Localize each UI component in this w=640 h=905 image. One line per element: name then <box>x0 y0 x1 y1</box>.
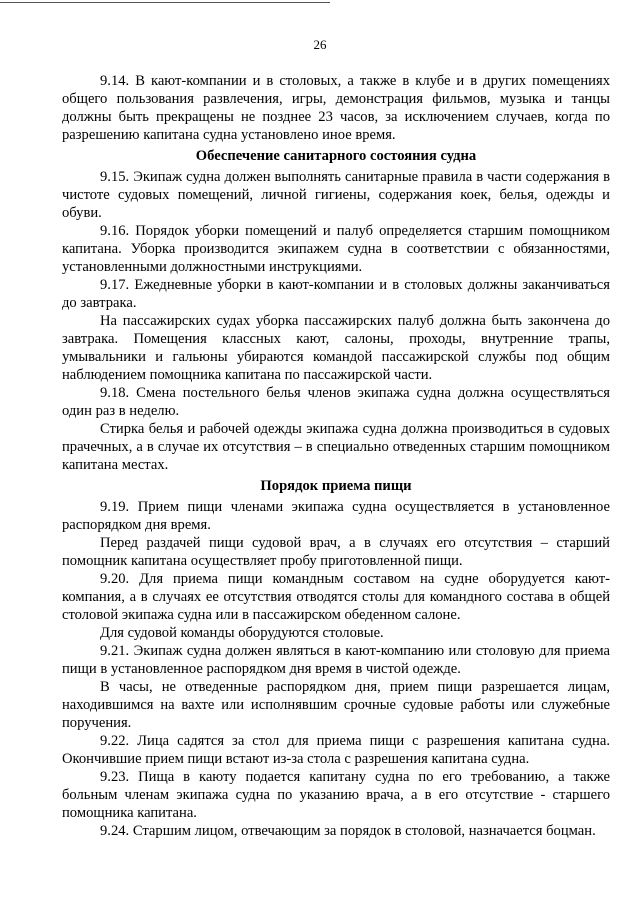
paragraph-9-23: 9.23. Пища в каюту подается капитану судна по его требованию, а также больным членам экипажа судна по указанию врача, а в его отсутствие - старшего помощника капитана. <box>62 769 610 821</box>
document-body <box>62 72 610 840</box>
paragraph-food-tasting: Перед раздачей пищи судовой врач, а в случаях его отсутствия – старший помощник капитана осуществляет пробу приготовленной пищи. <box>62 535 610 569</box>
paragraph-9-16: 9.16. Порядок уборки помещений и палуб определяется старшим помощником капитана. Уборка производится экипажем судна в соответствии с обязанностями, установленными должностными инструкциями. <box>62 223 610 275</box>
section-heading-sanitary: Обеспечение санитарного состояния судна <box>195 148 477 164</box>
paragraph-laundry: Стирка белья и рабочей одежды экипажа судна должна производиться в судовых прачечных, а в случае их отсутствия – в специально отведенных старшим помощником капитана местах. <box>62 421 610 473</box>
paragraph-passenger-cleaning: На пассажирских судах уборка пассажирских палуб должна быть закончена до завтрака. Помещения классных кают, салоны, проходы, внутренние трапы, умывальники и гальюны убираются командой пассажирской службы под общим наблюдением помощника капитана по пассажирской части. <box>62 313 610 383</box>
paragraph-crew-canteens: Для судовой команды оборудуются столовые. <box>100 625 384 641</box>
paragraph-9-22: 9.22. Лица садятся за стол для приема пищи с разрешения капитана судна. Окончившие прием пищи встают из-за стола с разрешения капитана судна. <box>62 733 610 767</box>
section-heading-meals: Порядок приема пищи <box>260 478 412 494</box>
paragraph-9-14: 9.14. В кают-компании и в столовых, а также в клубе и в других помещениях общего пользования развлечения, игры, демонстрация фильмов, музыка и танцы должны быть прекращены не позднее 23 часов, за исключением случаев, когда по разрешению капитана судна установлено иное время. <box>62 73 610 143</box>
paragraph-9-15: 9.15. Экипаж судна должен выполнять санитарные правила в части содержания в чистоте судовых помещений, личной гигиены, содержания коек, белья, одежды и обуви. <box>62 169 610 221</box>
paragraph-9-19: 9.19. Прием пищи членами экипажа судна осуществляется в установленное распорядком дня время. <box>62 499 610 533</box>
paragraph-9-20: 9.20. Для приема пищи командным составом на судне оборудуется кают-компания, а в случаях ее отсутствия отводятся столы для командного состава в общей столовой экипажа судна или в пассажирском обеденном салоне. <box>62 571 610 623</box>
paragraph-9-17: 9.17. Ежедневные уборки в кают-компании и в столовых должны заканчиваться до завтрака. <box>62 277 610 311</box>
page-number: 26 <box>313 37 327 52</box>
paragraph-off-hours-meals: В часы, не отведенные распорядком дня, прием пищи разрешается лицам, находившимся на вахте или исполнявшим срочные судовые работы или служебные поручения. <box>62 679 610 731</box>
paragraph-9-24: 9.24. Старшим лицом, отвечающим за порядок в столовой, назначается боцман. <box>100 823 596 839</box>
scan-edge-line <box>0 2 330 3</box>
paragraph-9-21: 9.21. Экипаж судна должен являться в кают-компанию или столовую для приема пищи в установленное распорядком дня время в чистой одежде. <box>62 643 610 677</box>
paragraph-9-18: 9.18. Смена постельного белья членов экипажа судна должна осуществляться один раз в неделю. <box>62 385 610 419</box>
